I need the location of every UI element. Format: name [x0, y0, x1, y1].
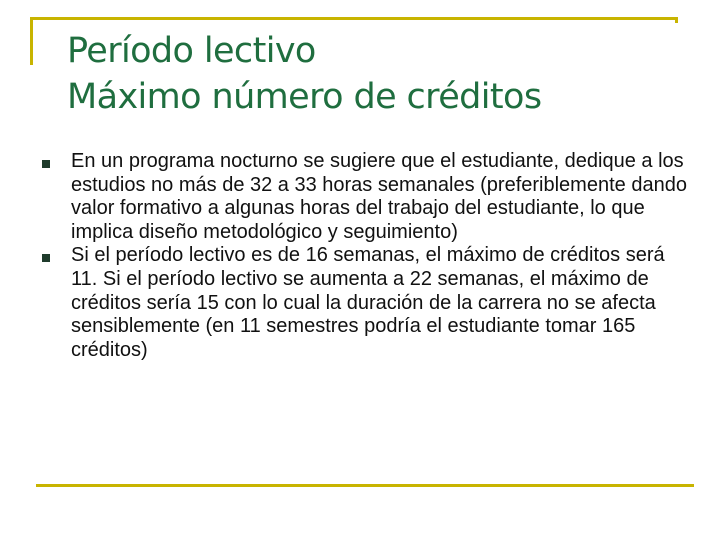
top-right-rule-tick: [675, 17, 678, 23]
bullet-list: [38, 150, 693, 362]
slide-title-line-2: Máximo número de créditos: [67, 77, 542, 117]
bullet-text: En un programa nocturno se sugiere que el estudiante, dedique a los estudios no más de 32 a 33 horas semanales (preferiblemente dando valor formativo a algunas horas del trabajo del estudiante, lo que implica diseño metodológico y seguimiento): [71, 150, 687, 243]
top-left-rule-tick: [30, 17, 33, 65]
bullet-text: Si el período lectivo es de 16 semanas, el máximo de créditos será 11. Si el período lectivo se aumenta a 22 semanas, el máximo de créditos sería 15 con lo cual la duración de la carrera no se afecta sensiblemente (en 11 semestres podría el estudiante tomar 165 créditos): [71, 244, 665, 361]
slide-title: [67, 28, 687, 120]
square-bullet-icon: [42, 160, 50, 168]
top-rule: [30, 17, 678, 20]
bullet-item: [38, 150, 693, 244]
bullet-item: [38, 244, 693, 362]
square-bullet-icon: [42, 254, 50, 262]
slide-title-line-1: Período lectivo: [67, 31, 316, 71]
bottom-rule: [36, 484, 694, 487]
